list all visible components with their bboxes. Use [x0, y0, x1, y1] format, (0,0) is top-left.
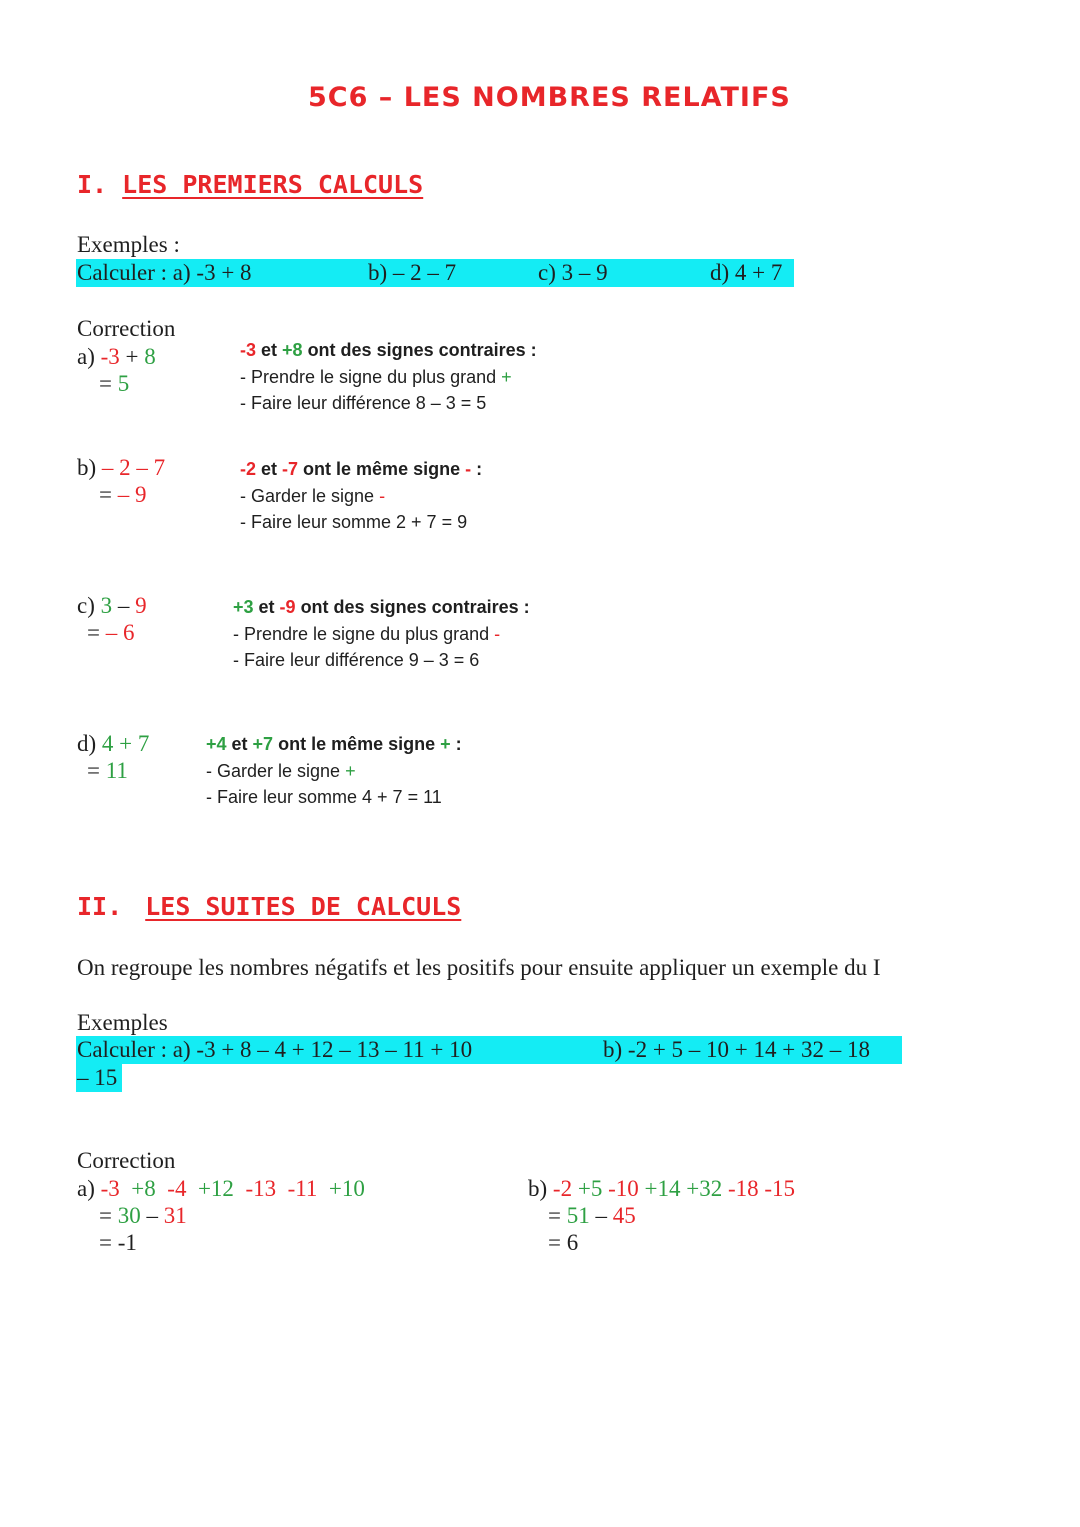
examples-label: Exemples : [77, 232, 180, 257]
section-2-explanation: On regroupe les nombres négatifs et les positifs pour ensuite appliquer un exemple du I [77, 955, 881, 980]
correction-b-calc: b) – 2 – 7 = – 9 [77, 455, 166, 507]
correction-d-calc: d) 4 + 7 = 11 [77, 731, 150, 783]
correction-label: Correction [77, 316, 176, 341]
correction-2-label: Correction [77, 1148, 176, 1173]
exercise-c: c) 3 – 9 [538, 260, 608, 285]
section-2-heading [77, 892, 461, 921]
section-1-number: I. [77, 170, 108, 199]
examples-2-label: Exemples [77, 1010, 168, 1035]
exercise-2-continuation: – 15 [77, 1065, 118, 1090]
correction-2b: b) -2 +5 -10 +14 +32 -18 -15 = 51 – 45 = 6 [528, 1176, 796, 1255]
correction-d-rule: +4 et +7 ont le même signe + : - Garder le signe + - Faire leur somme 4 + 7 = 11 [206, 734, 462, 807]
correction-a-calc: a) -3 + 8 = 5 [77, 344, 156, 396]
correction-c-rule: +3 et -9 ont des signes contraires : - Prendre le signe du plus grand - - Faire leur différence 9 – 3 = 6 [233, 597, 530, 670]
correction-c-calc: c) 3 – 9 = – 6 [77, 593, 147, 645]
correction-a-rule: -3 et +8 ont des signes contraires : - Prendre le signe du plus grand + - Faire leur différence 8 – 3 = 5 [240, 340, 537, 413]
section-2-number: II. [77, 892, 123, 921]
section-1-heading [77, 170, 423, 199]
section-1-title: LES PREMIERS CALCULS [122, 170, 424, 199]
page-title: 5C6 – LES NOMBRES RELATIFS [308, 82, 791, 113]
exercise-d: d) 4 + 7 [710, 260, 783, 285]
section-2-title: LES SUITES DE CALCULS [145, 892, 462, 921]
correction-2a: a) -3 +8 -4 +12 -13 -11 +10 = 30 – 31 = -1 [77, 1176, 365, 1255]
exercise-2-b: b) -2 + 5 – 10 + 14 + 32 – 18 [603, 1037, 870, 1062]
exercise-2-a: Calculer : a) -3 + 8 – 4 + 12 – 13 – 11 + 10 [77, 1037, 473, 1062]
exercise-b: b) – 2 – 7 [368, 260, 457, 285]
exercise-intro: Calculer : a) -3 + 8 [77, 260, 252, 285]
correction-b-rule: -2 et -7 ont le même signe - : - Garder le signe - - Faire leur somme 2 + 7 = 9 [240, 459, 483, 532]
